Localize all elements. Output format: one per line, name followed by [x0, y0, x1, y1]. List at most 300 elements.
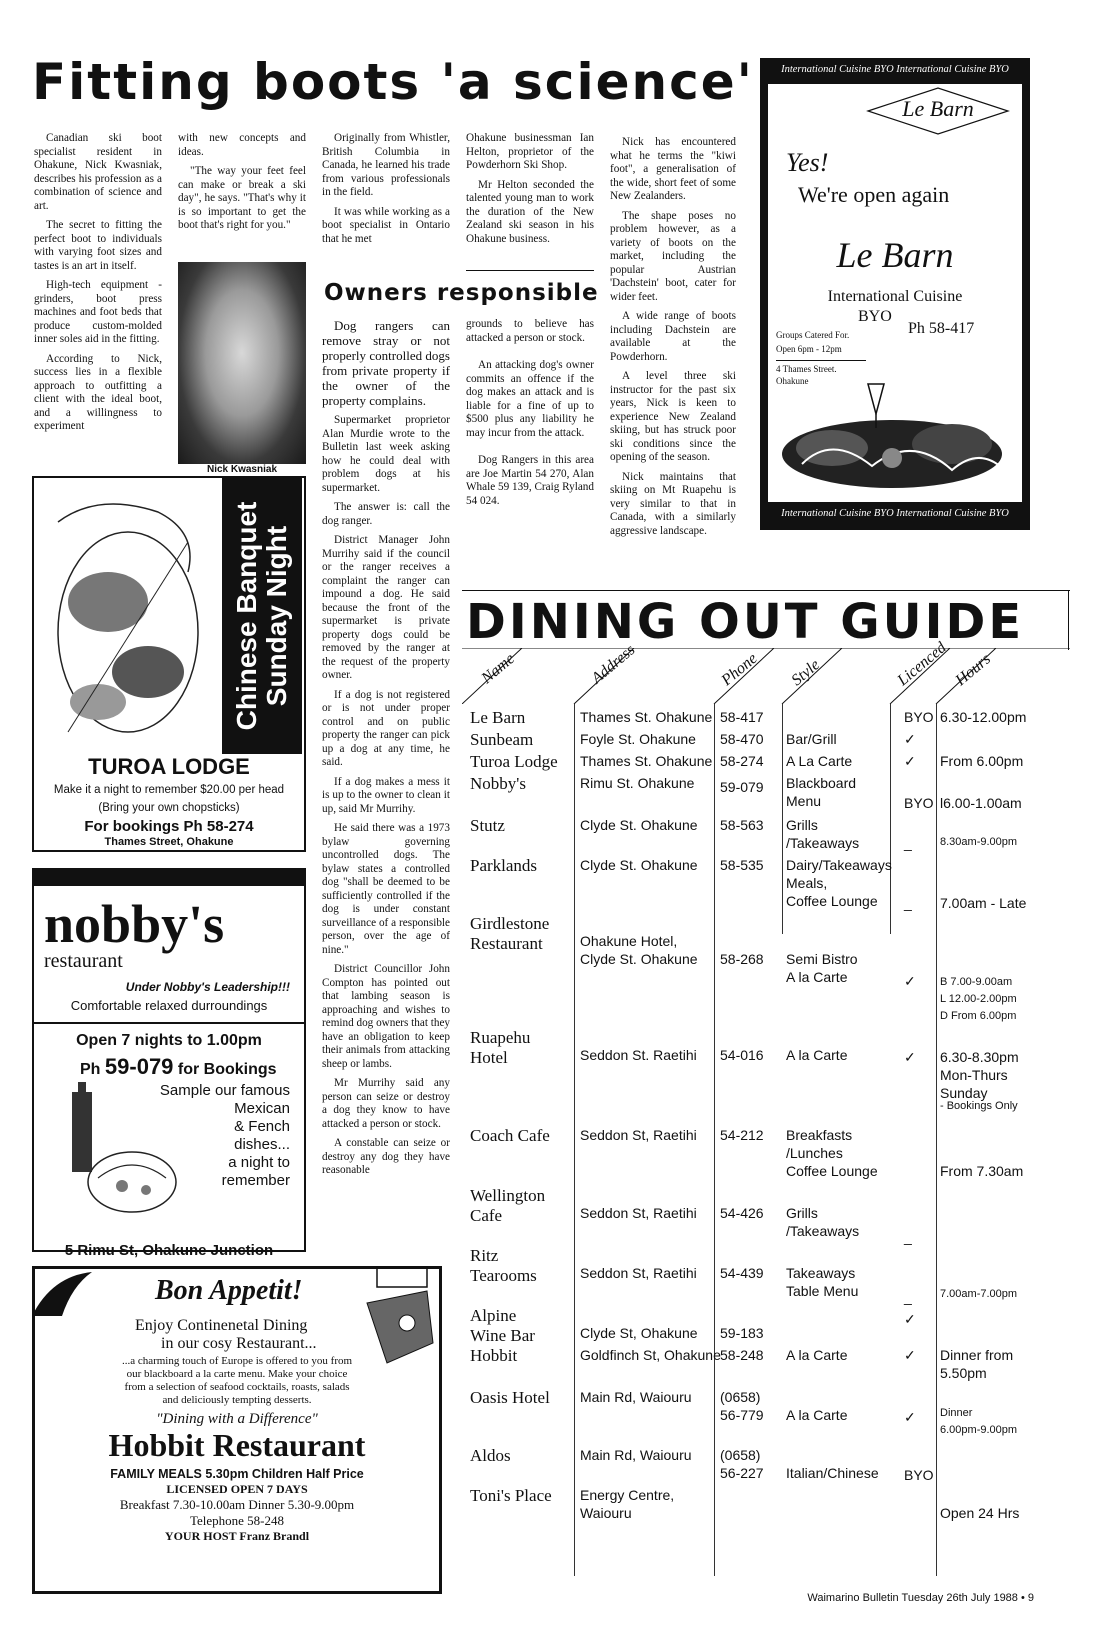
restaurant-phone — [720, 1446, 764, 1482]
restaurant-name-line: Aldos — [470, 1446, 511, 1465]
restaurant-phone-line — [720, 1028, 764, 1046]
paragraph: District Councillor John Compton has pointed out that lambing season is approaching and wishes to remind dog owners that they have an obligation to keep their animals from attacking sheep or lambs. — [322, 963, 451, 1070]
restaurant-style — [786, 1126, 878, 1180]
header-licenced: Licenced — [894, 639, 950, 690]
nobbys-name: nobby's — [44, 894, 225, 954]
restaurant-address — [580, 914, 698, 968]
restaurant-licence-line: ✓ — [904, 1409, 916, 1425]
hobbit-ad — [32, 1266, 442, 1594]
restaurant-phone — [720, 1246, 764, 1282]
headline: Fitting boots 'a science' — [32, 53, 754, 111]
paragraph: District Manager John Murrihy said if the council or the ranger receives a complaint the ranger can impound a dog. He said because the front of the supermarket is private property dogs could be removed by the ranger at the request of the property owner. — [322, 534, 450, 681]
restaurant-licence — [904, 1228, 912, 1246]
paragraph: grounds to believe has attacked a person or stock. — [466, 318, 594, 344]
restaurant-address-line: Clyde St. Ohakune — [580, 817, 698, 833]
restaurant-phone-line — [720, 932, 764, 950]
restaurant-hours — [940, 974, 1017, 1025]
restaurant-address-line: Ohakune Hotel, — [580, 933, 678, 949]
le-barn-byo: BYO — [858, 308, 892, 325]
restaurant-hours-line: Open 24 Hrs — [940, 1505, 1020, 1521]
restaurant-phone — [720, 708, 764, 726]
restaurant-phone — [720, 856, 764, 874]
restaurant-name-line: Oasis Hotel — [470, 1388, 550, 1407]
restaurant-address — [580, 1186, 697, 1222]
restaurant-hours-line: B 7.00-9.00am — [940, 976, 1013, 988]
restaurant-address-line: Seddon St. Raetihi — [580, 1047, 697, 1063]
restaurant-licence-line: ✓ — [904, 731, 916, 747]
restaurant-style-line: A La Carte — [786, 753, 853, 769]
restaurant-licence-line: ✓ — [904, 753, 916, 769]
restaurant-address-line: Clyde St. Ohakune — [580, 857, 698, 873]
sample-line: & Fench — [234, 1118, 290, 1135]
nobbys-ad — [32, 868, 306, 1259]
restaurant-name-line — [470, 1098, 474, 1118]
restaurant-phone — [720, 1126, 764, 1144]
hobbit-bon-appetit: Bon Appetit! — [155, 1275, 303, 1306]
restaurant-address-line: Thames St. Ohakune — [580, 709, 713, 725]
restaurant-style-line: Semi Bistro — [786, 951, 858, 967]
restaurant-style-line — [786, 1246, 858, 1264]
header-hours: Hours — [952, 650, 995, 690]
restaurant-style — [786, 1446, 879, 1482]
owners-headline: Owners responsible — [324, 280, 599, 306]
restaurant-phone-line — [720, 1186, 764, 1204]
restaurant-phone — [720, 1028, 764, 1064]
banquet-illustration — [38, 482, 218, 752]
restaurant-licence — [904, 1048, 916, 1066]
restaurant-style — [786, 1186, 859, 1240]
restaurant-address-line — [580, 1186, 697, 1204]
desc-line: ...a charming touch of Europe is offered to you from — [121, 1355, 353, 1367]
restaurant-hours-line: 7.00am - Late — [940, 895, 1027, 911]
restaurant-name-line: Sunbeam — [470, 730, 534, 749]
restaurant-name — [470, 914, 549, 954]
restaurant-licence — [904, 708, 934, 726]
restaurant-hours-line: 6.00pm-9.00pm — [940, 1424, 1018, 1436]
restaurant-name-line: Tearooms — [470, 1266, 537, 1285]
restaurant-phone-line: 56-227 — [720, 1465, 764, 1481]
turoa-line-2: (Bring your own chopsticks) — [98, 802, 240, 814]
restaurant-hours-line: 5.50pm — [940, 1365, 987, 1381]
restaurant-address-line: Foyle St. Ohakune — [580, 731, 696, 747]
restaurant-style-line: A la Carte — [786, 1407, 848, 1423]
banquet-banner — [222, 478, 302, 754]
restaurant-hours-line — [940, 1486, 1019, 1504]
le-barn-address-2: Ohakune — [776, 376, 809, 386]
restaurant-phone-line: 59-079 — [720, 779, 764, 795]
restaurant-address-line: Goldfinch St, Ohakune — [580, 1347, 721, 1363]
restaurant-address-line: Seddon St, Raetihi — [580, 1265, 697, 1281]
paragraph: Supermarket proprietor Alan Murdie wrote to the Bulletin last week asking how he could deal with problem dogs at his supermarket. — [322, 414, 450, 494]
restaurant-style-line: A la Carte — [786, 1047, 848, 1063]
hobbit-name: Hobbit Restaurant — [108, 1427, 366, 1463]
restaurant-licence — [904, 834, 912, 852]
restaurant-name-line: Toni's Place — [470, 1486, 552, 1505]
restaurant-style — [786, 1346, 847, 1364]
paragraph: It was while working as a boot specialist in Ontario that he met — [322, 205, 450, 245]
nobbys-address: 5 Rimu St, Ohakune Junction — [64, 1242, 274, 1259]
paragraph: Canadian ski boot specialist resident in Ohakune, Nick Kwasniak, describes his profession as a combination of science and art. — [34, 132, 162, 212]
restaurant-licence-line: ✓ — [904, 1347, 916, 1363]
restaurant-style — [786, 1028, 847, 1064]
restaurant-licence-line: ✓ — [904, 973, 916, 989]
nobbys-leader: Under Nobby's Leadership!!! — [125, 980, 290, 994]
restaurant-licence-line: _ — [904, 835, 912, 851]
sample-line: a night to — [228, 1154, 290, 1171]
restaurant-licence-line: _ — [904, 895, 912, 911]
restaurant-style-line: A la Carte — [786, 1347, 848, 1363]
paragraph: Mr Murrihy said any person can seize or destroy a dog they know to have attacked a person or stock. — [322, 1077, 450, 1130]
restaurant-address-line — [580, 914, 698, 932]
restaurant-style-line — [786, 1186, 859, 1204]
restaurant-name-line: Hotel — [470, 1048, 508, 1067]
restaurant-address-line: Waiouru — [580, 1505, 632, 1521]
restaurant-name — [470, 1186, 545, 1226]
paragraph: If a dog makes a mess it is up to the owner to clean it up, said Mr Murrihy. — [322, 775, 450, 815]
hobbit-licensed: LICENSED OPEN 7 DAYS — [166, 1482, 308, 1496]
paragraph: A level three ski instructor for the past six years, Nick is keen to experience New Zealand skiing, but has struck poor ski conditions since the opening of the season. — [610, 370, 736, 463]
header-phone: Phone — [718, 649, 761, 690]
restaurant-hours-line: From 7.30am — [940, 1163, 1024, 1179]
restaurant-hours — [940, 1162, 1023, 1180]
restaurant-name-line: Ritz — [470, 1246, 499, 1265]
restaurant-address-line: Main Rd, Waiouru — [580, 1447, 692, 1463]
restaurant-name-line: Coach Cafe — [470, 1126, 550, 1145]
paragraph: Nick has encountered what he terms the "kiwi foot", a generalisation of the wide, short feet of some New Zealanders. — [610, 136, 736, 202]
banquet-banner-text: Chinese Banquet Sunday Night — [231, 501, 292, 731]
restaurant-hours-line: L 12.00-2.00pm — [940, 993, 1017, 1005]
desc-line: our blackboard a la carte menu. Make your choice — [126, 1368, 348, 1380]
restaurant-name — [470, 816, 505, 836]
restaurant-licence-line: _ — [904, 1289, 912, 1305]
restaurant-hours-line: 7.00am-7.00pm — [940, 1288, 1018, 1300]
restaurant-name-line: Stutz — [470, 816, 505, 835]
restaurant-hours — [940, 708, 1026, 726]
restaurant-phone-line: 58-563 — [720, 817, 764, 833]
guide-top-rule — [462, 590, 1070, 591]
restaurant-name-line: Turoa Lodge — [470, 752, 558, 771]
restaurant-style-line: Grills — [786, 1205, 818, 1221]
restaurant-hours-line: Sunday — [940, 1085, 988, 1101]
restaurant-phone-line — [720, 1246, 764, 1264]
dining-guide-title: DINING OUT GUIDE — [466, 594, 1025, 650]
restaurant-name — [470, 1486, 552, 1506]
restaurant-style-line: Dairy/Takeaways — [786, 857, 892, 873]
restaurant-phone — [720, 816, 764, 834]
restaurant-style-line: Breakfasts — [786, 1127, 853, 1143]
restaurant-name-line: Wine Bar — [470, 1326, 535, 1345]
le-barn-banner-bottom: International Cuisine BYO International Cuisine BYO — [781, 508, 1009, 519]
restaurant-licence — [904, 894, 912, 912]
restaurant-style-line: Coffee Lounge — [786, 893, 878, 909]
nobbys-phone — [80, 1054, 277, 1080]
turoa-lodge-ad — [32, 476, 306, 852]
le-barn-panel — [768, 84, 1022, 502]
restaurant-address — [580, 1306, 698, 1342]
paragraph: High-tech equipment - grinders, boot press machines and foot beds that produce custom-molded inner soles aid in the fitting. — [34, 279, 162, 345]
le-barn-open: We're open again — [798, 182, 950, 207]
restaurant-address — [580, 1126, 697, 1144]
sample-line: Mexican — [234, 1100, 290, 1117]
header-style: Style — [788, 656, 824, 690]
restaurant-address-line: Clyde St. Ohakune — [580, 951, 698, 967]
restaurant-hours-line: l6.00-1.00am — [940, 795, 1022, 811]
restaurant-style-line: Blackboard — [786, 775, 857, 791]
restaurant-phone-line: 54-016 — [720, 1047, 764, 1063]
turoa-address: Thames Street, Ohakune — [104, 836, 234, 848]
restaurant-name — [470, 1306, 535, 1346]
restaurant-name-line: Nobby's — [470, 774, 526, 793]
hobbit-enjoy-1: Enjoy Continenetal Dining — [135, 1317, 308, 1334]
restaurant-licence-line: ✓ — [904, 1049, 916, 1065]
restaurant-address-line: Rimu St. Ohakune — [580, 775, 695, 791]
dining-guide-table — [462, 708, 1070, 1588]
restaurant-address-line: Energy Centre, — [580, 1487, 675, 1503]
guide-right-rule — [1068, 590, 1069, 650]
restaurant-licence — [904, 1346, 916, 1364]
paragraph: The secret to fitting the perfect boot to individuals with varying foot sizes and tastes is an art in itself. — [34, 219, 162, 272]
restaurant-phone — [720, 730, 764, 748]
restaurant-hours-line: 8.30am-9.00pm — [940, 836, 1018, 848]
article-col-4 — [466, 132, 594, 246]
le-barn-address-1: 4 Thames Street. — [776, 364, 837, 374]
restaurant-name-line: Alpine — [470, 1306, 517, 1325]
restaurant-address — [580, 730, 696, 748]
restaurant-phone-line: (0658) — [720, 1389, 761, 1405]
restaurant-phone-line — [720, 1306, 764, 1324]
le-barn-banner-top: International Cuisine BYO International Cuisine BYO — [781, 64, 1009, 75]
le-barn-cuisine: International Cuisine — [827, 288, 963, 305]
restaurant-style-line — [786, 1446, 879, 1464]
phone-suffix: for Bookings — [177, 1061, 277, 1078]
restaurant-style-line: /Lunches — [786, 1145, 843, 1161]
restaurant-phone — [720, 1306, 764, 1342]
restaurant-name — [470, 1126, 550, 1146]
restaurant-style-line: Table Menu — [786, 1283, 859, 1299]
restaurant-licence-line: ✓ — [904, 1311, 916, 1327]
le-barn-logo: Le Barn — [902, 96, 974, 121]
restaurant-licence — [904, 794, 934, 812]
restaurant-hours-line: Mon-Thurs — [940, 1067, 1008, 1083]
restaurant-style-line — [786, 932, 858, 950]
restaurant-licence — [904, 1310, 916, 1328]
restaurant-name-line: Ruapehu — [470, 1028, 531, 1047]
restaurant-address — [580, 774, 694, 792]
divider — [466, 270, 594, 271]
desc-line: and deliciously tempting desserts. — [162, 1394, 312, 1406]
nobbys-comfort: Comfortable relaxed durroundings — [70, 998, 268, 1013]
restaurant-name — [470, 708, 525, 728]
restaurant-name — [470, 1388, 550, 1408]
nobbys-sub: restaurant — [44, 950, 123, 972]
nobbys-open: Open 7 nights to 1.00pm — [76, 1032, 262, 1049]
restaurant-address — [580, 1388, 692, 1406]
restaurant-style-line — [786, 1388, 847, 1406]
restaurant-hours — [940, 1388, 1017, 1439]
restaurant-address — [580, 1446, 692, 1464]
phone-number: 59-079 — [104, 1054, 174, 1079]
le-barn-name: Le Barn — [836, 235, 954, 275]
restaurant-style-line: Italian/Chinese — [786, 1465, 879, 1481]
restaurant-address-line: Thames St. Ohakune — [580, 753, 713, 769]
restaurant-address — [580, 1346, 721, 1364]
restaurant-phone-line: 54-426 — [720, 1205, 764, 1221]
article-col-3 — [322, 132, 450, 246]
paragraph: Ohakune businessman Ian Helton, proprietor of the Powderhorn Ski Shop. — [466, 132, 594, 171]
restaurant-phone-line: 58-417 — [720, 709, 764, 725]
hobbit-tagline: "Dining with a Difference" — [156, 1411, 318, 1427]
restaurant-hours-line: 6.30-8.30pm — [940, 1049, 1019, 1065]
corner-flourish — [32, 1266, 152, 1326]
restaurant-name — [470, 1246, 537, 1286]
restaurant-style-line: /Takeaways — [786, 1223, 860, 1239]
restaurant-hours — [940, 1346, 1013, 1382]
hobbit-host: YOUR HOST Franz Brandl — [164, 1529, 310, 1543]
restaurant-phone-line: 58-535 — [720, 857, 764, 873]
divider — [776, 360, 866, 361]
restaurant-licence — [904, 730, 916, 748]
restaurant-style-line: A la Carte — [786, 969, 848, 985]
restaurant-licence-line: BYO — [904, 709, 934, 725]
restaurant-name-line: Le Barn — [470, 708, 526, 727]
restaurant-hours-line — [940, 1388, 1017, 1405]
sample-line: remember — [221, 1172, 290, 1189]
paragraph: with new concepts and ideas. — [178, 132, 306, 158]
restaurant-phone-line: 58-274 — [720, 753, 764, 769]
restaurant-hours-line: 6.30-12.00pm — [940, 709, 1027, 725]
restaurant-address — [580, 856, 698, 874]
restaurant-phone — [720, 914, 764, 968]
page-footer: Waimarino Bulletin Tuesday 26th July 1988 • 9 — [807, 1592, 1034, 1604]
restaurant-hours — [940, 1486, 1019, 1522]
paragraph: An attacking dog's owner commits an offence if the dog makes an attack and is liable for a fine of up to $500 plus any liability he may incur from the attack. — [466, 359, 594, 439]
restaurant-name — [470, 1346, 517, 1366]
restaurant-address — [580, 752, 712, 770]
restaurant-style-line: Bar/Grill — [786, 731, 837, 747]
hobbit-times: Breakfast 7.30-10.00am Dinner 5.30-9.00pm — [119, 1497, 355, 1512]
restaurant-hours-line: Dinner — [940, 1407, 973, 1419]
restaurant-address-line — [580, 1246, 697, 1264]
paragraph: The answer is: call the dog ranger. — [322, 501, 450, 527]
restaurant-style-line: Takeaways — [786, 1265, 856, 1281]
restaurant-licence-line: BYO — [904, 795, 934, 811]
phone-prefix: Ph — [80, 1061, 101, 1078]
restaurant-style-line: /Takeaways — [786, 835, 860, 851]
paragraph: If a dog is not registered or is not under proper control and on public property the ranger can pick up a dog at any time, he said. — [322, 688, 450, 768]
restaurant-hours — [940, 894, 1026, 912]
restaurant-style — [786, 774, 856, 810]
photo-caption: Nick Kwasniak — [206, 464, 278, 475]
paragraph: Nick maintains that skiing on Mt Ruapehu is very similar to that in Canada, with a similarly aggressive landscape. — [610, 470, 736, 537]
restaurant-hours — [940, 1098, 1018, 1115]
restaurant-name — [470, 752, 558, 772]
restaurant-phone-line: 59-183 — [720, 1325, 764, 1341]
desc-line: from a selection of seafood cocktails, roasts, salads — [124, 1381, 350, 1393]
wine-and-food-illustration — [52, 1082, 182, 1232]
restaurant-name — [470, 774, 526, 794]
restaurant-name — [470, 1098, 474, 1118]
le-barn-yes: Yes! — [786, 148, 829, 177]
restaurant-style-line: Grills — [786, 817, 818, 833]
restaurant-hours-line: - Bookings Only — [940, 1100, 1018, 1112]
restaurant-phone-line: (0658) — [720, 1447, 761, 1463]
restaurant-licence-line: BYO — [904, 1467, 934, 1483]
turoa-bookings: For bookings Ph 58-274 — [84, 818, 254, 835]
restaurant-phone-line: 58-248 — [720, 1347, 764, 1363]
restaurant-address — [580, 1246, 697, 1282]
restaurant-name — [470, 1446, 511, 1466]
restaurant-address — [580, 708, 712, 726]
restaurant-phone — [720, 1388, 764, 1424]
restaurant-name-line: Hobbit — [470, 1346, 518, 1365]
restaurant-hours-line: From 6.00pm — [940, 753, 1024, 769]
sample-line: Sample our famous — [159, 1082, 290, 1099]
turoa-line-1: Make it a night to remember $20.00 per head — [53, 784, 285, 796]
restaurant-style — [786, 856, 892, 910]
restaurant-hours — [940, 1048, 1019, 1102]
restaurant-address — [580, 1486, 674, 1522]
paragraph: He said there was a 1973 bylaw governing uncontrolled dogs. The bylaw states a controlled dog "shall be deemed to be sufficiently controlled if the dog is under constant surveillance of a responsible person, over the age of nine." — [322, 822, 450, 956]
divider — [34, 1022, 304, 1024]
nick-kwasniak-photo — [178, 262, 306, 464]
restaurant-phone-line: 54-439 — [720, 1265, 764, 1281]
restaurant-name-line: Cafe — [470, 1206, 503, 1225]
restaurant-hours-line: Dinner from — [940, 1347, 1014, 1363]
paragraph: Originally from Whistler, British Columbia in Canada, he learned his trade from various professionals in the field. — [322, 132, 450, 198]
restaurant-licence-line: _ — [904, 1229, 912, 1245]
restaurant-address-line: Main Rd, Waiouru — [580, 1389, 692, 1405]
sample-line: dishes... — [234, 1136, 290, 1153]
restaurant-licence — [904, 1466, 934, 1484]
paragraph: A wide range of boots including Dachstein are available at the Powderhorn. — [610, 310, 736, 363]
paragraph: Dog Rangers in this area are Joe Martin 54 270, Alan Whale 59 139, Craig Ryland 54 024. — [466, 454, 594, 507]
restaurant-address-line: Clyde St, Ohakune — [580, 1325, 698, 1341]
restaurant-name-line: Girdlestone — [470, 914, 550, 933]
restaurant-phone — [720, 1186, 764, 1222]
restaurant-name-line: Parklands — [470, 856, 538, 875]
le-barn-phone: Ph 58-417 — [908, 320, 975, 337]
header-name: Name — [478, 650, 518, 688]
restaurant-phone — [720, 752, 764, 770]
restaurant-hours-line: D From 6.00pm — [940, 1010, 1017, 1022]
restaurant-style-line: Meals, — [786, 875, 828, 891]
article-col-5 — [610, 136, 736, 538]
restaurant-phone — [720, 1346, 764, 1364]
restaurant-phone-line: 56-779 — [720, 1407, 764, 1423]
seafood-illustration — [772, 374, 1018, 498]
restaurant-address-line — [580, 1306, 698, 1324]
paragraph: The shape poses no problem however, as a variety of boots on the market, including the popular Austrian 'Dachstein' boot, cater for wider feet. — [610, 209, 736, 303]
restaurant-style — [786, 752, 852, 770]
restaurant-hours — [940, 752, 1023, 770]
paragraph: According to Nick, success lies in a flexible approach to outfitting a client with the ideal boot, and a willingness to experiment — [34, 352, 162, 432]
hobbit-phone: Telephone 58-248 — [189, 1513, 285, 1528]
restaurant-address-line — [580, 1028, 697, 1046]
restaurant-style-line — [786, 1028, 847, 1046]
restaurant-phone-line — [720, 914, 764, 932]
restaurant-licence — [904, 1408, 916, 1426]
restaurant-style — [786, 816, 859, 852]
paragraph: Mr Helton seconded the talented young man to work the duration of the New Zealand ski season in his Ohakune business. — [466, 178, 594, 245]
restaurant-style — [786, 730, 837, 748]
restaurant-phone — [720, 778, 764, 796]
restaurant-name-line: Wellington — [470, 1186, 546, 1205]
restaurant-name — [470, 856, 537, 876]
owners-col-a — [322, 318, 450, 1178]
paragraph: Dog rangers can remove stray or not properly controlled dogs from private property if the owner of the property complains. — [322, 318, 450, 408]
restaurant-address — [580, 816, 698, 834]
restaurant-hours — [940, 1286, 1017, 1303]
